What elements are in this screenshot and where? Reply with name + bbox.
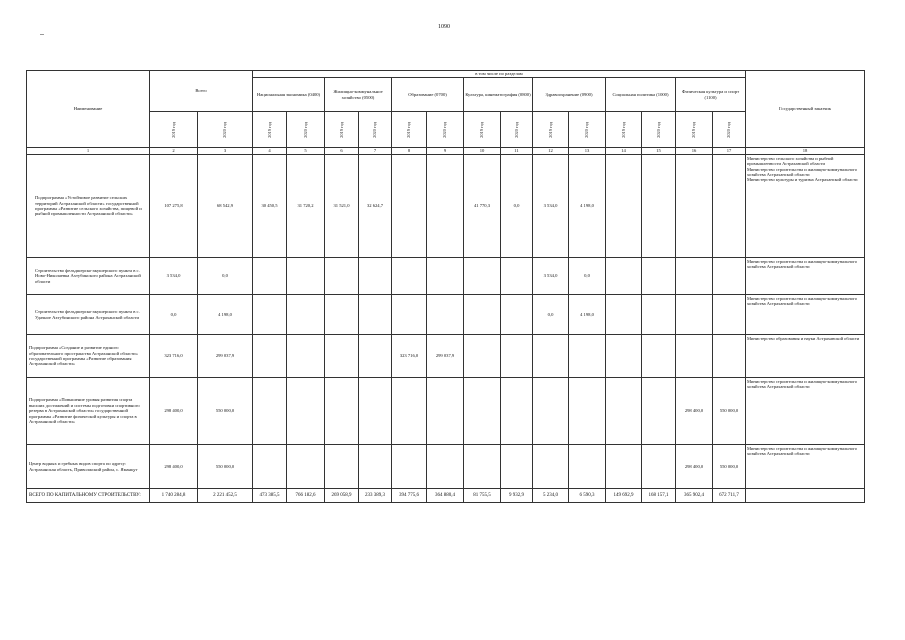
customer-name: Министерство культуры и туризма Астраханской области	[747, 177, 858, 183]
value-cell	[569, 378, 606, 445]
year-label: 2019 год	[406, 121, 412, 138]
customer-name: Министерство строительства и жилищно-коммунального хозяйства Астраханской области	[747, 259, 857, 270]
value-cell: 3 534,0	[150, 258, 198, 295]
total-value: 2 221 452,5	[198, 489, 253, 503]
value-cell	[569, 445, 606, 489]
column-number: 11	[501, 148, 533, 155]
year-label: 2019 год	[547, 121, 553, 138]
value-cell: 550 000,0	[198, 445, 253, 489]
column-number: 9	[427, 148, 464, 155]
value-cell	[533, 378, 569, 445]
value-cell	[392, 258, 427, 295]
year-header	[464, 112, 501, 148]
value-cell	[464, 445, 501, 489]
total-value: 81 755,5	[464, 489, 501, 503]
year-label: 2020 год	[222, 121, 228, 138]
value-cell	[713, 258, 746, 295]
column-number: 4	[253, 148, 287, 155]
value-cell	[713, 155, 746, 258]
capital-construction-table	[26, 70, 865, 503]
value-cell	[253, 445, 287, 489]
year-label: 2020 год	[302, 121, 308, 138]
year-label: 2019 год	[691, 121, 697, 138]
column-number: 12	[533, 148, 569, 155]
value-cell	[427, 295, 464, 335]
total-value: 5 234,0	[533, 489, 569, 503]
value-cell	[533, 445, 569, 489]
customer-cell	[746, 378, 865, 445]
value-cell	[359, 378, 392, 445]
value-cell	[392, 378, 427, 445]
value-cell	[642, 258, 676, 295]
customer-name: Министерство образования и науки Астраханской области	[747, 336, 860, 341]
year-header	[427, 112, 464, 148]
header-section: Физическая культура и спорт (1100)	[676, 78, 746, 112]
value-cell	[676, 258, 713, 295]
year-header	[287, 112, 325, 148]
value-cell	[606, 335, 642, 378]
value-cell: 0,0	[501, 155, 533, 258]
value-cell: 298 400,0	[676, 378, 713, 445]
column-number: 18	[746, 148, 865, 155]
customer-cell	[746, 445, 865, 489]
total-value: 269 058,9	[325, 489, 359, 503]
value-cell: 31 521,0	[325, 155, 359, 258]
column-number: 1	[27, 148, 150, 155]
year-header	[325, 112, 359, 148]
value-cell: 323 716,0	[150, 335, 198, 378]
value-cell: 0,0	[533, 295, 569, 335]
total-value: 149 692,9	[606, 489, 642, 503]
year-label: 2020 год	[513, 121, 519, 138]
value-cell	[501, 258, 533, 295]
total-customer-cell	[746, 489, 865, 503]
table-row	[27, 295, 865, 335]
value-cell: 0,0	[198, 258, 253, 295]
year-header	[713, 112, 746, 148]
value-cell	[676, 335, 713, 378]
value-cell	[569, 335, 606, 378]
value-cell: 31 720,2	[287, 155, 325, 258]
column-number: 7	[359, 148, 392, 155]
column-number: 14	[606, 148, 642, 155]
value-cell	[325, 335, 359, 378]
value-cell	[642, 295, 676, 335]
value-cell	[676, 295, 713, 335]
value-cell	[287, 258, 325, 295]
column-number: 13	[569, 148, 606, 155]
value-cell: 4 198,0	[569, 295, 606, 335]
value-cell	[325, 295, 359, 335]
value-cell: 299 037,9	[198, 335, 253, 378]
total-value: 1 740 284,8	[150, 489, 198, 503]
value-cell: 107 275,8	[150, 155, 198, 258]
value-cell: 550 000,0	[713, 445, 746, 489]
page-number: 1090	[438, 24, 450, 30]
table-row	[27, 335, 865, 378]
value-cell	[606, 445, 642, 489]
value-cell	[253, 258, 287, 295]
customer-name: Министерство строительства и жилищно-коммунального хозяйства Астраханской области	[747, 296, 857, 307]
value-cell: 4 198,0	[198, 295, 253, 335]
column-number: 16	[676, 148, 713, 155]
total-value: 6 590,3	[569, 489, 606, 503]
year-label: 2020 год	[726, 121, 732, 138]
customer-cell	[746, 295, 865, 335]
value-cell	[287, 295, 325, 335]
value-cell: 0,0	[569, 258, 606, 295]
customer-cell	[746, 155, 865, 258]
header-subheader: в том числе по разделам	[253, 71, 746, 78]
value-cell	[606, 295, 642, 335]
value-cell	[464, 258, 501, 295]
total-value: 473 385,5	[253, 489, 287, 503]
value-cell	[606, 378, 642, 445]
row-name: Подпрограмма «Создание и развитие единого образовательного пространства Астраханской области» государственной программы «Развитие образования Астраханской области»	[27, 335, 150, 378]
column-number: 17	[713, 148, 746, 155]
value-cell	[359, 295, 392, 335]
customer-name: Министерство строительства и жилищно-коммунального хозяйства Астраханской области	[747, 379, 857, 390]
value-cell	[359, 258, 392, 295]
year-header	[642, 112, 676, 148]
year-header	[533, 112, 569, 148]
value-cell: 32 624,7	[359, 155, 392, 258]
year-label: 2020 год	[442, 121, 448, 138]
value-cell	[464, 378, 501, 445]
customer-name: Министерство сельского хозяйства и рыбной промышленности Астраханской области	[747, 156, 834, 167]
header-section: Культура, кинематография (0800)	[464, 78, 533, 112]
year-label: 2020 год	[655, 121, 661, 138]
value-cell: 298 400,0	[150, 378, 198, 445]
value-cell	[325, 378, 359, 445]
value-cell	[713, 335, 746, 378]
value-cell: 41 770,3	[464, 155, 501, 258]
value-cell	[606, 155, 642, 258]
value-cell	[642, 445, 676, 489]
total-value: 394 775,6	[392, 489, 427, 503]
value-cell: 323 716,0	[392, 335, 427, 378]
value-cell: 3 534,0	[533, 258, 569, 295]
year-label: 2020 год	[372, 121, 378, 138]
value-cell	[427, 445, 464, 489]
total-value: 233 389,3	[359, 489, 392, 503]
customer-cell	[746, 258, 865, 295]
column-number: 2	[150, 148, 198, 155]
column-number: 10	[464, 148, 501, 155]
value-cell: 298 400,0	[150, 445, 198, 489]
header-customer: Государственный заказчик	[746, 71, 865, 148]
value-cell	[501, 295, 533, 335]
value-cell: 68 542,9	[198, 155, 253, 258]
header-section: Социальная политика (1000)	[606, 78, 676, 112]
row-name: Подпрограмма «Устойчивое развитие сельских территорий Астраханской области» государственной программы «Развитие сельского хозяйства, пищевой и рыбной промышленности Астраханской области»	[27, 155, 150, 258]
value-cell	[359, 335, 392, 378]
value-cell	[464, 335, 501, 378]
column-number: 5	[287, 148, 325, 155]
year-label: 2019 год	[266, 121, 272, 138]
header-section: Жилищно-коммунальное хозяйство (0500)	[325, 78, 392, 112]
value-cell: 0,0	[150, 295, 198, 335]
column-number: 6	[325, 148, 359, 155]
total-row	[27, 489, 865, 503]
total-value: 9 932,9	[501, 489, 533, 503]
year-label: 2019 год	[479, 121, 485, 138]
year-label: 2019 год	[338, 121, 344, 138]
value-cell	[253, 295, 287, 335]
header-section: Национальная экономика (0400)	[253, 78, 325, 112]
value-cell	[501, 445, 533, 489]
value-cell: 298 400,0	[676, 445, 713, 489]
year-header	[253, 112, 287, 148]
value-cell	[287, 445, 325, 489]
value-cell	[606, 258, 642, 295]
row-name: Строительство фельдшерско-акушерского пункта в с. Ново-Николаевка Ахтубинского района Астраханской области	[27, 258, 150, 295]
value-cell	[392, 155, 427, 258]
header-section: Здравоохранение (0900)	[533, 78, 606, 112]
value-cell	[287, 335, 325, 378]
value-cell	[253, 335, 287, 378]
header-name: Наименование	[27, 71, 150, 148]
value-cell	[713, 295, 746, 335]
value-cell: 299 037,9	[427, 335, 464, 378]
total-value: 672 711,7	[713, 489, 746, 503]
value-cell	[533, 335, 569, 378]
value-cell	[501, 378, 533, 445]
row-name: Строительство фельдшерско-акушерского пункта в с. Удачное Ахтубинского района Астраханской области	[27, 295, 150, 335]
row-name: Центр водных и гребных видов спорта по адресу: Астраханская область, Приволжский район, с. Яманцуг	[27, 445, 150, 489]
value-cell	[287, 378, 325, 445]
customer-name: Министерство строительства и жилищно-коммунального хозяйства Астраханской области	[747, 446, 857, 457]
year-header	[676, 112, 713, 148]
year-header	[392, 112, 427, 148]
row-name: Подпрограмма «Повышение уровня развития спорта высших достижений и системы подготовки спортивного резерва в Астраханской области» государственной программы «Развитие физической культуры и спорта в Астраханской области»	[27, 378, 150, 445]
header-section: Образование (0700)	[392, 78, 464, 112]
value-cell	[325, 258, 359, 295]
value-cell: 550 000,0	[713, 378, 746, 445]
total-value: 364 880,4	[427, 489, 464, 503]
year-header	[359, 112, 392, 148]
year-header	[501, 112, 533, 148]
table-row	[27, 258, 865, 295]
value-cell	[427, 258, 464, 295]
year-header	[569, 112, 606, 148]
year-label: 2019 год	[170, 121, 176, 138]
customer-name: Министерство строительства и жилищно-коммунального хозяйства Астраханской области	[747, 166, 857, 177]
year-label: 2020 год	[584, 121, 590, 138]
year-header	[150, 112, 198, 148]
column-number: 8	[392, 148, 427, 155]
total-value: 168 157,1	[642, 489, 676, 503]
value-cell: 4 198,0	[569, 155, 606, 258]
value-cell	[253, 378, 287, 445]
value-cell	[392, 295, 427, 335]
year-label: 2019 год	[620, 121, 626, 138]
value-cell	[676, 155, 713, 258]
value-cell	[392, 445, 427, 489]
total-value: 365 902,4	[676, 489, 713, 503]
total-value: 766 182,6	[287, 489, 325, 503]
header-total: Всего	[150, 71, 253, 112]
value-cell: 550 000,0	[198, 378, 253, 445]
column-number: 15	[642, 148, 676, 155]
value-cell	[642, 378, 676, 445]
value-cell	[642, 335, 676, 378]
table-row	[27, 378, 865, 445]
value-cell: 30 450,5	[253, 155, 287, 258]
table-row	[27, 445, 865, 489]
value-cell	[501, 335, 533, 378]
table-row	[27, 155, 865, 258]
value-cell	[427, 378, 464, 445]
value-cell	[642, 155, 676, 258]
value-cell: 3 534,0	[533, 155, 569, 258]
year-header	[606, 112, 642, 148]
year-header	[198, 112, 253, 148]
total-label: ВСЕГО ПО КАПИТАЛЬНОМУ СТРОИТЕЛЬСТВУ:	[27, 489, 150, 503]
value-cell	[325, 445, 359, 489]
scan-mark	[40, 34, 44, 35]
value-cell	[427, 155, 464, 258]
customer-cell	[746, 335, 865, 378]
column-number: 3	[198, 148, 253, 155]
value-cell	[464, 295, 501, 335]
value-cell	[359, 445, 392, 489]
